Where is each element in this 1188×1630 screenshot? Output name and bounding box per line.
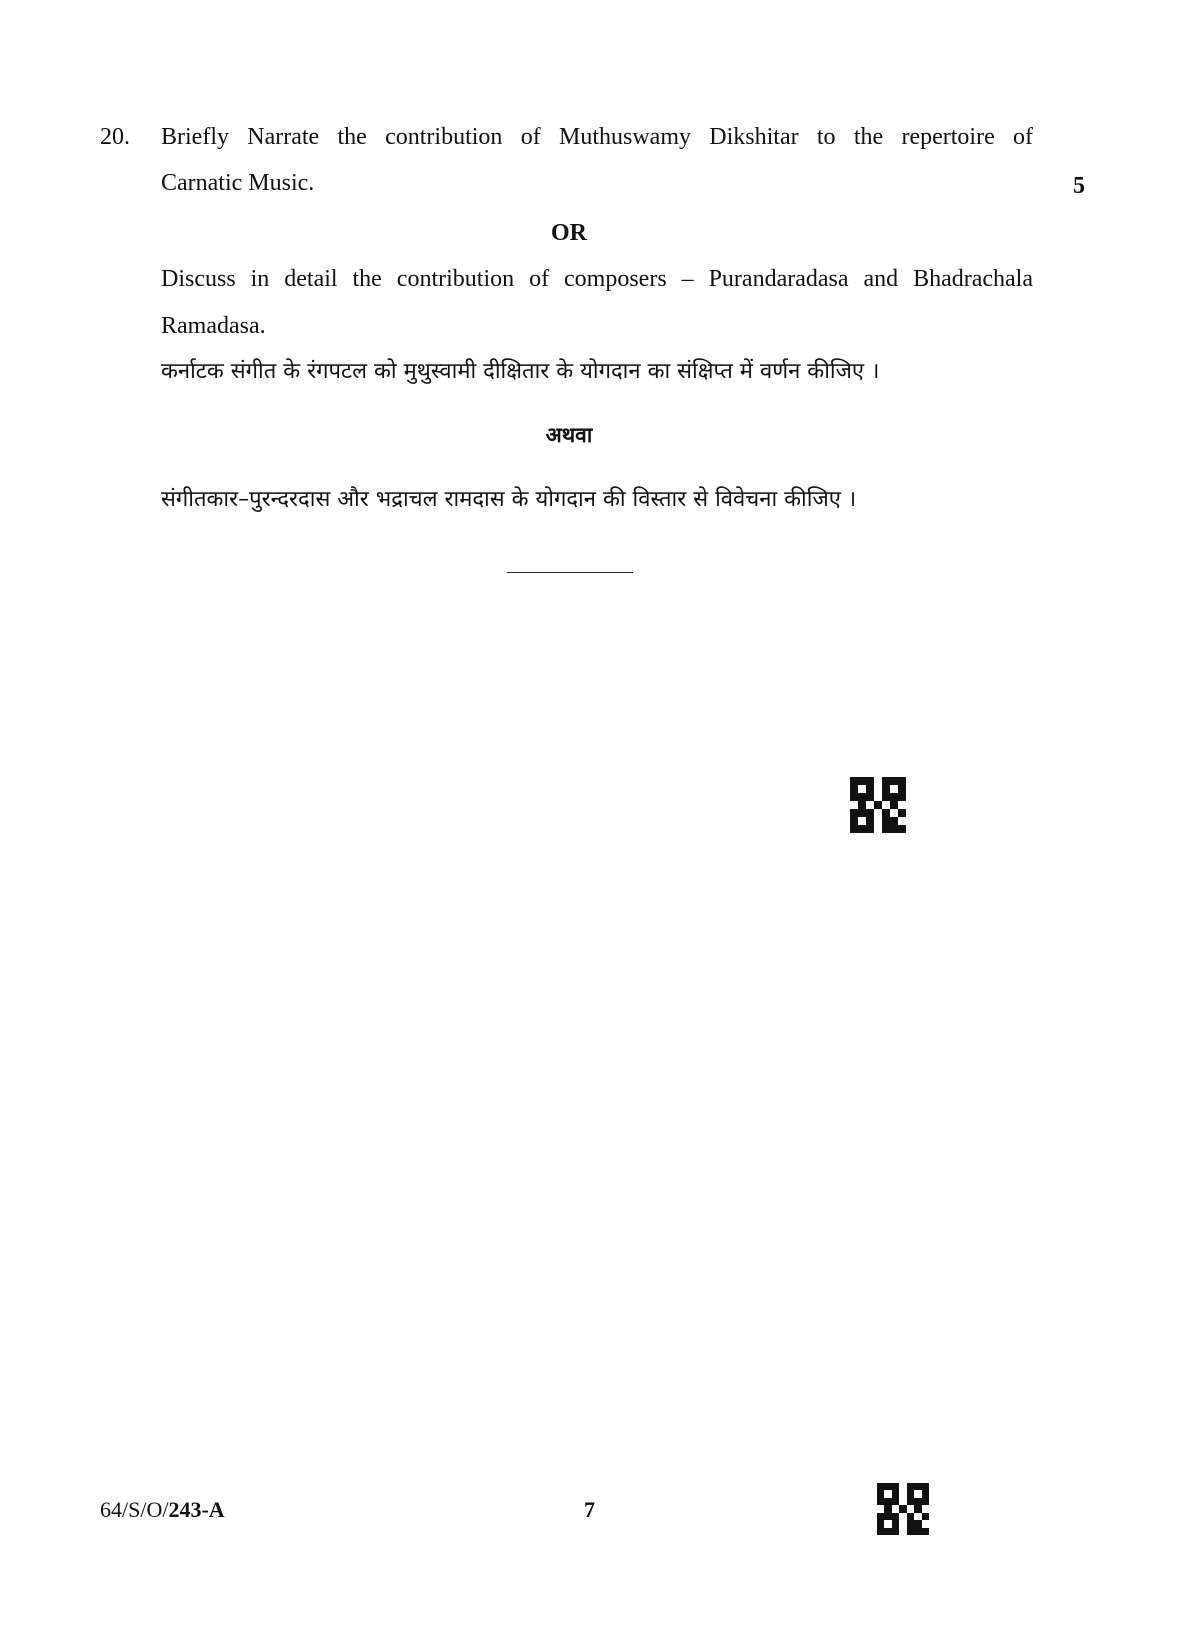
page-number: 7	[584, 1497, 595, 1522]
alternative-question-line-1: Discuss in detail the contribution of composers – Purandaradasa and Bhadrachala	[161, 266, 1033, 292]
paper-code	[100, 1496, 225, 1524]
alternative-question-line-2: Ramadasa.	[161, 313, 266, 339]
or-heading: OR	[551, 220, 587, 246]
qr-code-icon	[877, 1483, 929, 1535]
paper-code-suffix: 243-A	[168, 1497, 225, 1522]
question-text-line-2: Carnatic Music.	[161, 170, 315, 196]
question-marks: 5	[1073, 173, 1085, 199]
end-of-paper-rule	[507, 572, 633, 573]
hindi-question-text: कर्नाटक संगीत के रंगपटल को मुथुस्वामी दीक्षितार के योगदान का संक्षिप्त में वर्णन कीजिए ।	[161, 359, 880, 384]
question-number: 20.	[100, 124, 130, 150]
hindi-or-heading: अथवा	[545, 423, 593, 447]
qr-code-icon	[850, 777, 906, 833]
hindi-alternative-question-text: संगीतकार–पुरन्दरदास और भद्राचल रामदास के योगदान की विस्तार से विवेचना कीजिए ।	[161, 487, 857, 512]
paper-code-prefix: 64/S/O/	[100, 1497, 169, 1522]
question-text-line-1: Briefly Narrate the contribution of Muthuswamy Dikshitar to the repertoire of	[161, 124, 1033, 150]
